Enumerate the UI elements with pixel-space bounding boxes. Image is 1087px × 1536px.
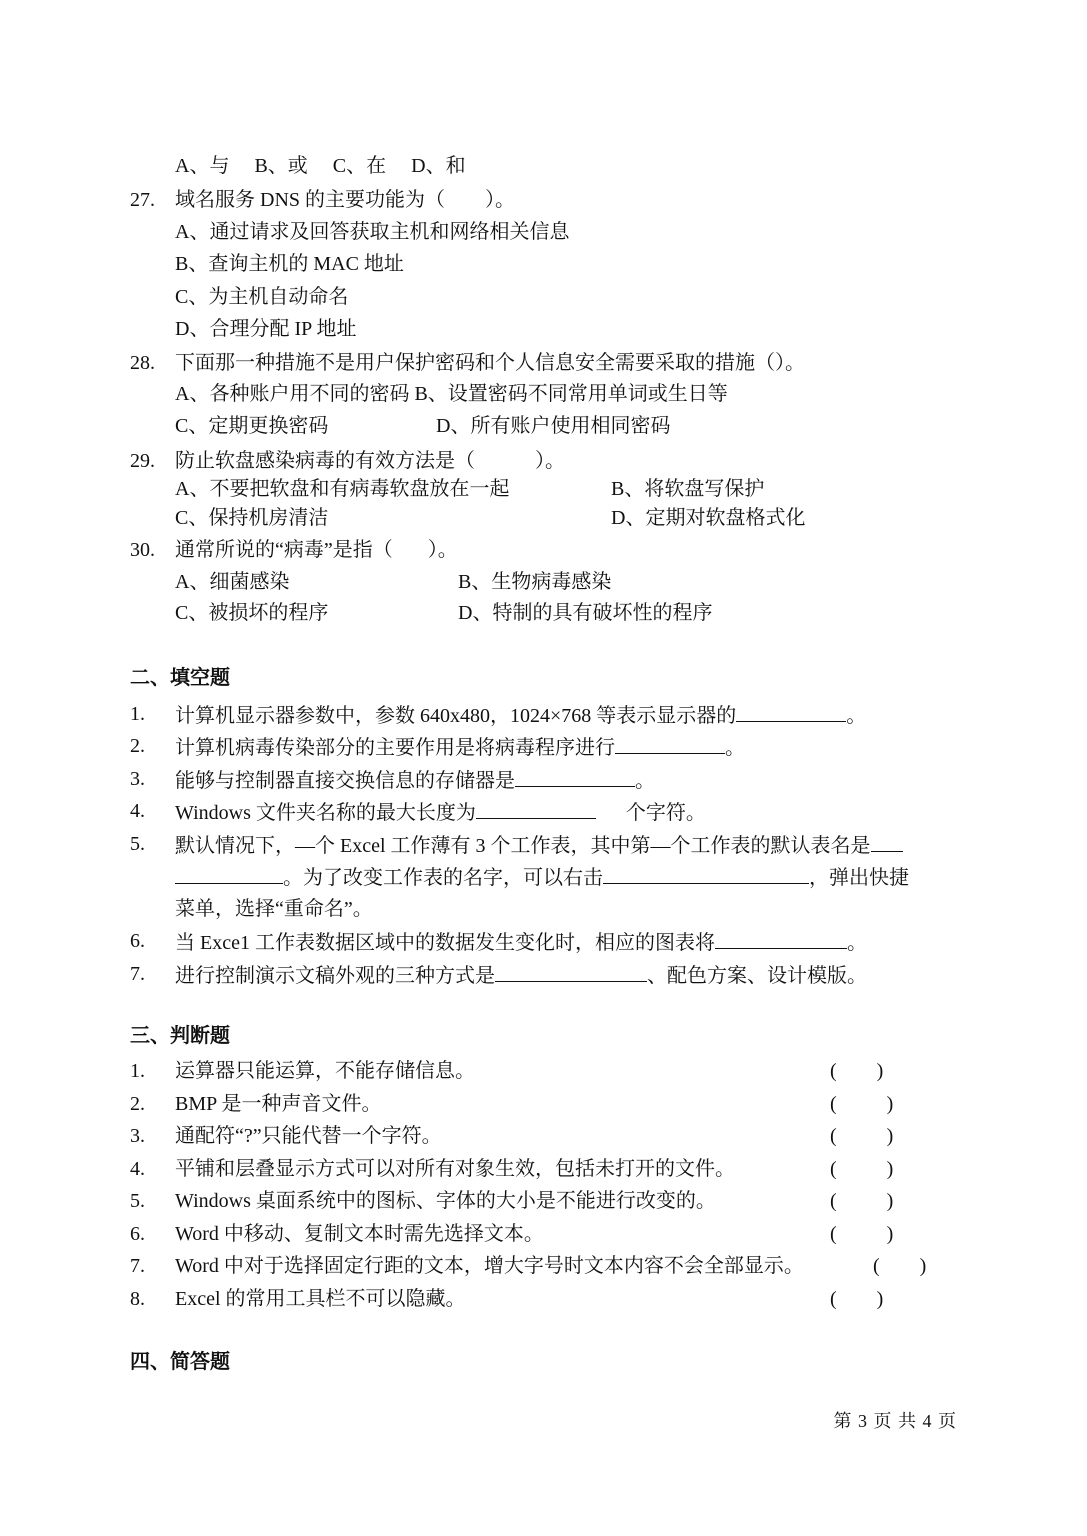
q27-option-b: B、查询主机的 MAC 地址 bbox=[175, 253, 404, 275]
fill-3-text bbox=[175, 766, 655, 794]
q27-stem: 域名服务 DNS 的主要功能为（ ）。 bbox=[175, 189, 516, 211]
fill-5-blank-b[interactable] bbox=[603, 863, 809, 884]
fill-7-suffix: 、配色方案、设计模版。 bbox=[647, 965, 867, 987]
fill-7-prefix: 进行控制演示文稿外观的三种方式是 bbox=[175, 965, 495, 987]
judge-8-number: 8. bbox=[130, 1288, 145, 1310]
fill-6-text bbox=[175, 928, 867, 956]
q30-option-d: D、特制的具有破坏性的程序 bbox=[458, 602, 713, 624]
page-number-footer: 第 3 页 共 4 页 bbox=[833, 1411, 957, 1431]
judge-2-number: 2. bbox=[130, 1093, 145, 1115]
fill-1-suffix: 。 bbox=[846, 705, 867, 727]
judge-8-answer-box[interactable]: ( ) bbox=[830, 1288, 884, 1310]
fill-1-number: 1. bbox=[130, 703, 145, 725]
fill-1-text bbox=[175, 701, 866, 729]
judge-2-answer-box[interactable]: ( ) bbox=[830, 1093, 894, 1115]
q29-option-d: D、定期对软盘格式化 bbox=[611, 507, 806, 529]
fill-5-line1 bbox=[175, 831, 903, 859]
fill-1-prefix: 计算机显示器参数中，参数 640x480，1024×768 等表示显示器的 bbox=[175, 705, 737, 727]
judge-7-answer-box[interactable]: ( ) bbox=[873, 1255, 927, 1277]
judge-1-number: 1. bbox=[130, 1060, 145, 1082]
fill-5-prefix: 默认情况下，—个 Excel 工作薄有 3 个工作表，其中第—个工作表的默认表名是 bbox=[175, 835, 871, 857]
q28-stem: 下面那一种措施不是用户保护密码和个人信息安全需要采取的措施（）。 bbox=[175, 352, 805, 374]
section-short-answer-heading: 四、简答题 bbox=[130, 1351, 230, 1373]
judge-4-text: 平铺和层叠显示方式可以对所有对象生效，包括未打开的文件。 bbox=[175, 1158, 735, 1180]
fill-4-number: 4. bbox=[130, 800, 145, 822]
fill-1-blank[interactable] bbox=[736, 701, 846, 722]
q27-option-c: C、为主机自动命名 bbox=[175, 286, 349, 308]
q28-option-d: D、所有账户使用相同密码 bbox=[436, 415, 671, 437]
q29-option-a: A、不要把软盘和有病毒软盘放在一起 bbox=[175, 478, 510, 500]
judge-6-answer-box[interactable]: ( ) bbox=[830, 1223, 894, 1245]
fill-2-text bbox=[175, 733, 745, 761]
judge-4-number: 4. bbox=[130, 1158, 145, 1180]
q29-number: 29. bbox=[130, 450, 155, 472]
judge-1-answer-box[interactable]: ( ) bbox=[830, 1060, 884, 1082]
judge-5-number: 5. bbox=[130, 1190, 145, 1212]
judge-7-number: 7. bbox=[130, 1255, 145, 1277]
judge-6-text: Word 中移动、复制文本时需先选择文本。 bbox=[175, 1223, 544, 1245]
q29-option-b: B、将软盘写保护 bbox=[611, 478, 765, 500]
fill-2-prefix: 计算机病毒传染部分的主要作用是将病毒程序进行 bbox=[175, 737, 615, 759]
q29-option-c: C、保持机房清洁 bbox=[175, 507, 329, 529]
fill-7-blank[interactable] bbox=[495, 961, 647, 982]
judge-5-answer-box[interactable]: ( ) bbox=[830, 1190, 894, 1212]
q27-option-d: D、合理分配 IP 地址 bbox=[175, 318, 357, 340]
fill-5-blank-a-end[interactable] bbox=[175, 863, 283, 884]
q26-options: A、与 B、或 C、在 D、和 bbox=[175, 155, 466, 177]
q30-stem: 通常所说的“病毒”是指（ ）。 bbox=[175, 539, 458, 561]
fill-4-text bbox=[175, 798, 706, 826]
q27-number: 27. bbox=[130, 189, 155, 211]
q30-option-c: C、被损坏的程序 bbox=[175, 602, 329, 624]
q28-option-c: C、定期更换密码 bbox=[175, 415, 329, 437]
q27-option-a: A、通过请求及回答获取主机和网络相关信息 bbox=[175, 221, 570, 243]
fill-4-prefix: Windows 文件夹名称的最大长度为 bbox=[175, 802, 476, 824]
q28-option-ab: A、各种账户用不同的密码 B、设置密码不同常用单词或生日等 bbox=[175, 383, 728, 405]
fill-3-blank[interactable] bbox=[515, 766, 635, 787]
fill-4-blank[interactable] bbox=[476, 798, 596, 819]
fill-6-number: 6. bbox=[130, 930, 145, 952]
fill-5-middle: 。为了改变工作表的名字，可以右击 bbox=[283, 867, 603, 889]
fill-3-number: 3. bbox=[130, 768, 145, 790]
judge-3-answer-box[interactable]: ( ) bbox=[830, 1125, 894, 1147]
judge-6-number: 6. bbox=[130, 1223, 145, 1245]
fill-3-suffix: 。 bbox=[635, 770, 655, 792]
judge-8-text: Excel 的常用工具栏不可以隐藏。 bbox=[175, 1288, 466, 1310]
judge-4-answer-box[interactable]: ( ) bbox=[830, 1158, 894, 1180]
q30-number: 30. bbox=[130, 539, 155, 561]
fill-5-suffix: ，弹出快捷 bbox=[809, 867, 909, 889]
judge-3-text: 通配符“?”只能代替一个字符。 bbox=[175, 1125, 442, 1147]
fill-5-line3: 菜单，选择“重命名”。 bbox=[175, 898, 373, 920]
judge-5-text: Windows 桌面系统中的图标、字体的大小是不能进行改变的。 bbox=[175, 1190, 716, 1212]
q30-option-b: B、生物病毒感染 bbox=[458, 571, 612, 593]
q28-number: 28. bbox=[130, 352, 155, 374]
judge-1-text: 运算器只能运算，不能存储信息。 bbox=[175, 1060, 475, 1082]
fill-6-prefix: 当 Exce1 工作表数据区域中的数据发生变化时，相应的图表将 bbox=[175, 932, 715, 954]
section-fill-heading: 二、填空题 bbox=[130, 667, 230, 689]
judge-7-text: Word 中对于选择固定行距的文本，增大字号时文本内容不会全部显示。 bbox=[175, 1255, 804, 1277]
q29-stem: 防止软盘感染病毒的有效方法是（ ）。 bbox=[175, 450, 565, 472]
fill-7-text bbox=[175, 961, 867, 989]
fill-5-line2 bbox=[175, 863, 909, 891]
fill-6-suffix: 。 bbox=[846, 932, 867, 954]
fill-3-prefix: 能够与控制器直接交换信息的存储器是 bbox=[175, 770, 515, 792]
judge-3-number: 3. bbox=[130, 1125, 145, 1147]
q30-option-a: A、细菌感染 bbox=[175, 571, 290, 593]
fill-2-blank[interactable] bbox=[615, 733, 725, 754]
fill-7-number: 7. bbox=[130, 963, 145, 985]
fill-2-suffix: 。 bbox=[725, 737, 745, 759]
fill-5-number: 5. bbox=[130, 833, 145, 855]
fill-6-blank[interactable] bbox=[715, 928, 847, 949]
section-judge-heading: 三、判断题 bbox=[130, 1025, 230, 1047]
fill-4-suffix: 个字符。 bbox=[595, 802, 706, 824]
fill-2-number: 2. bbox=[130, 735, 145, 757]
fill-5-blank-a-start[interactable] bbox=[871, 831, 903, 852]
judge-2-text: BMP 是一种声音文件。 bbox=[175, 1093, 382, 1115]
